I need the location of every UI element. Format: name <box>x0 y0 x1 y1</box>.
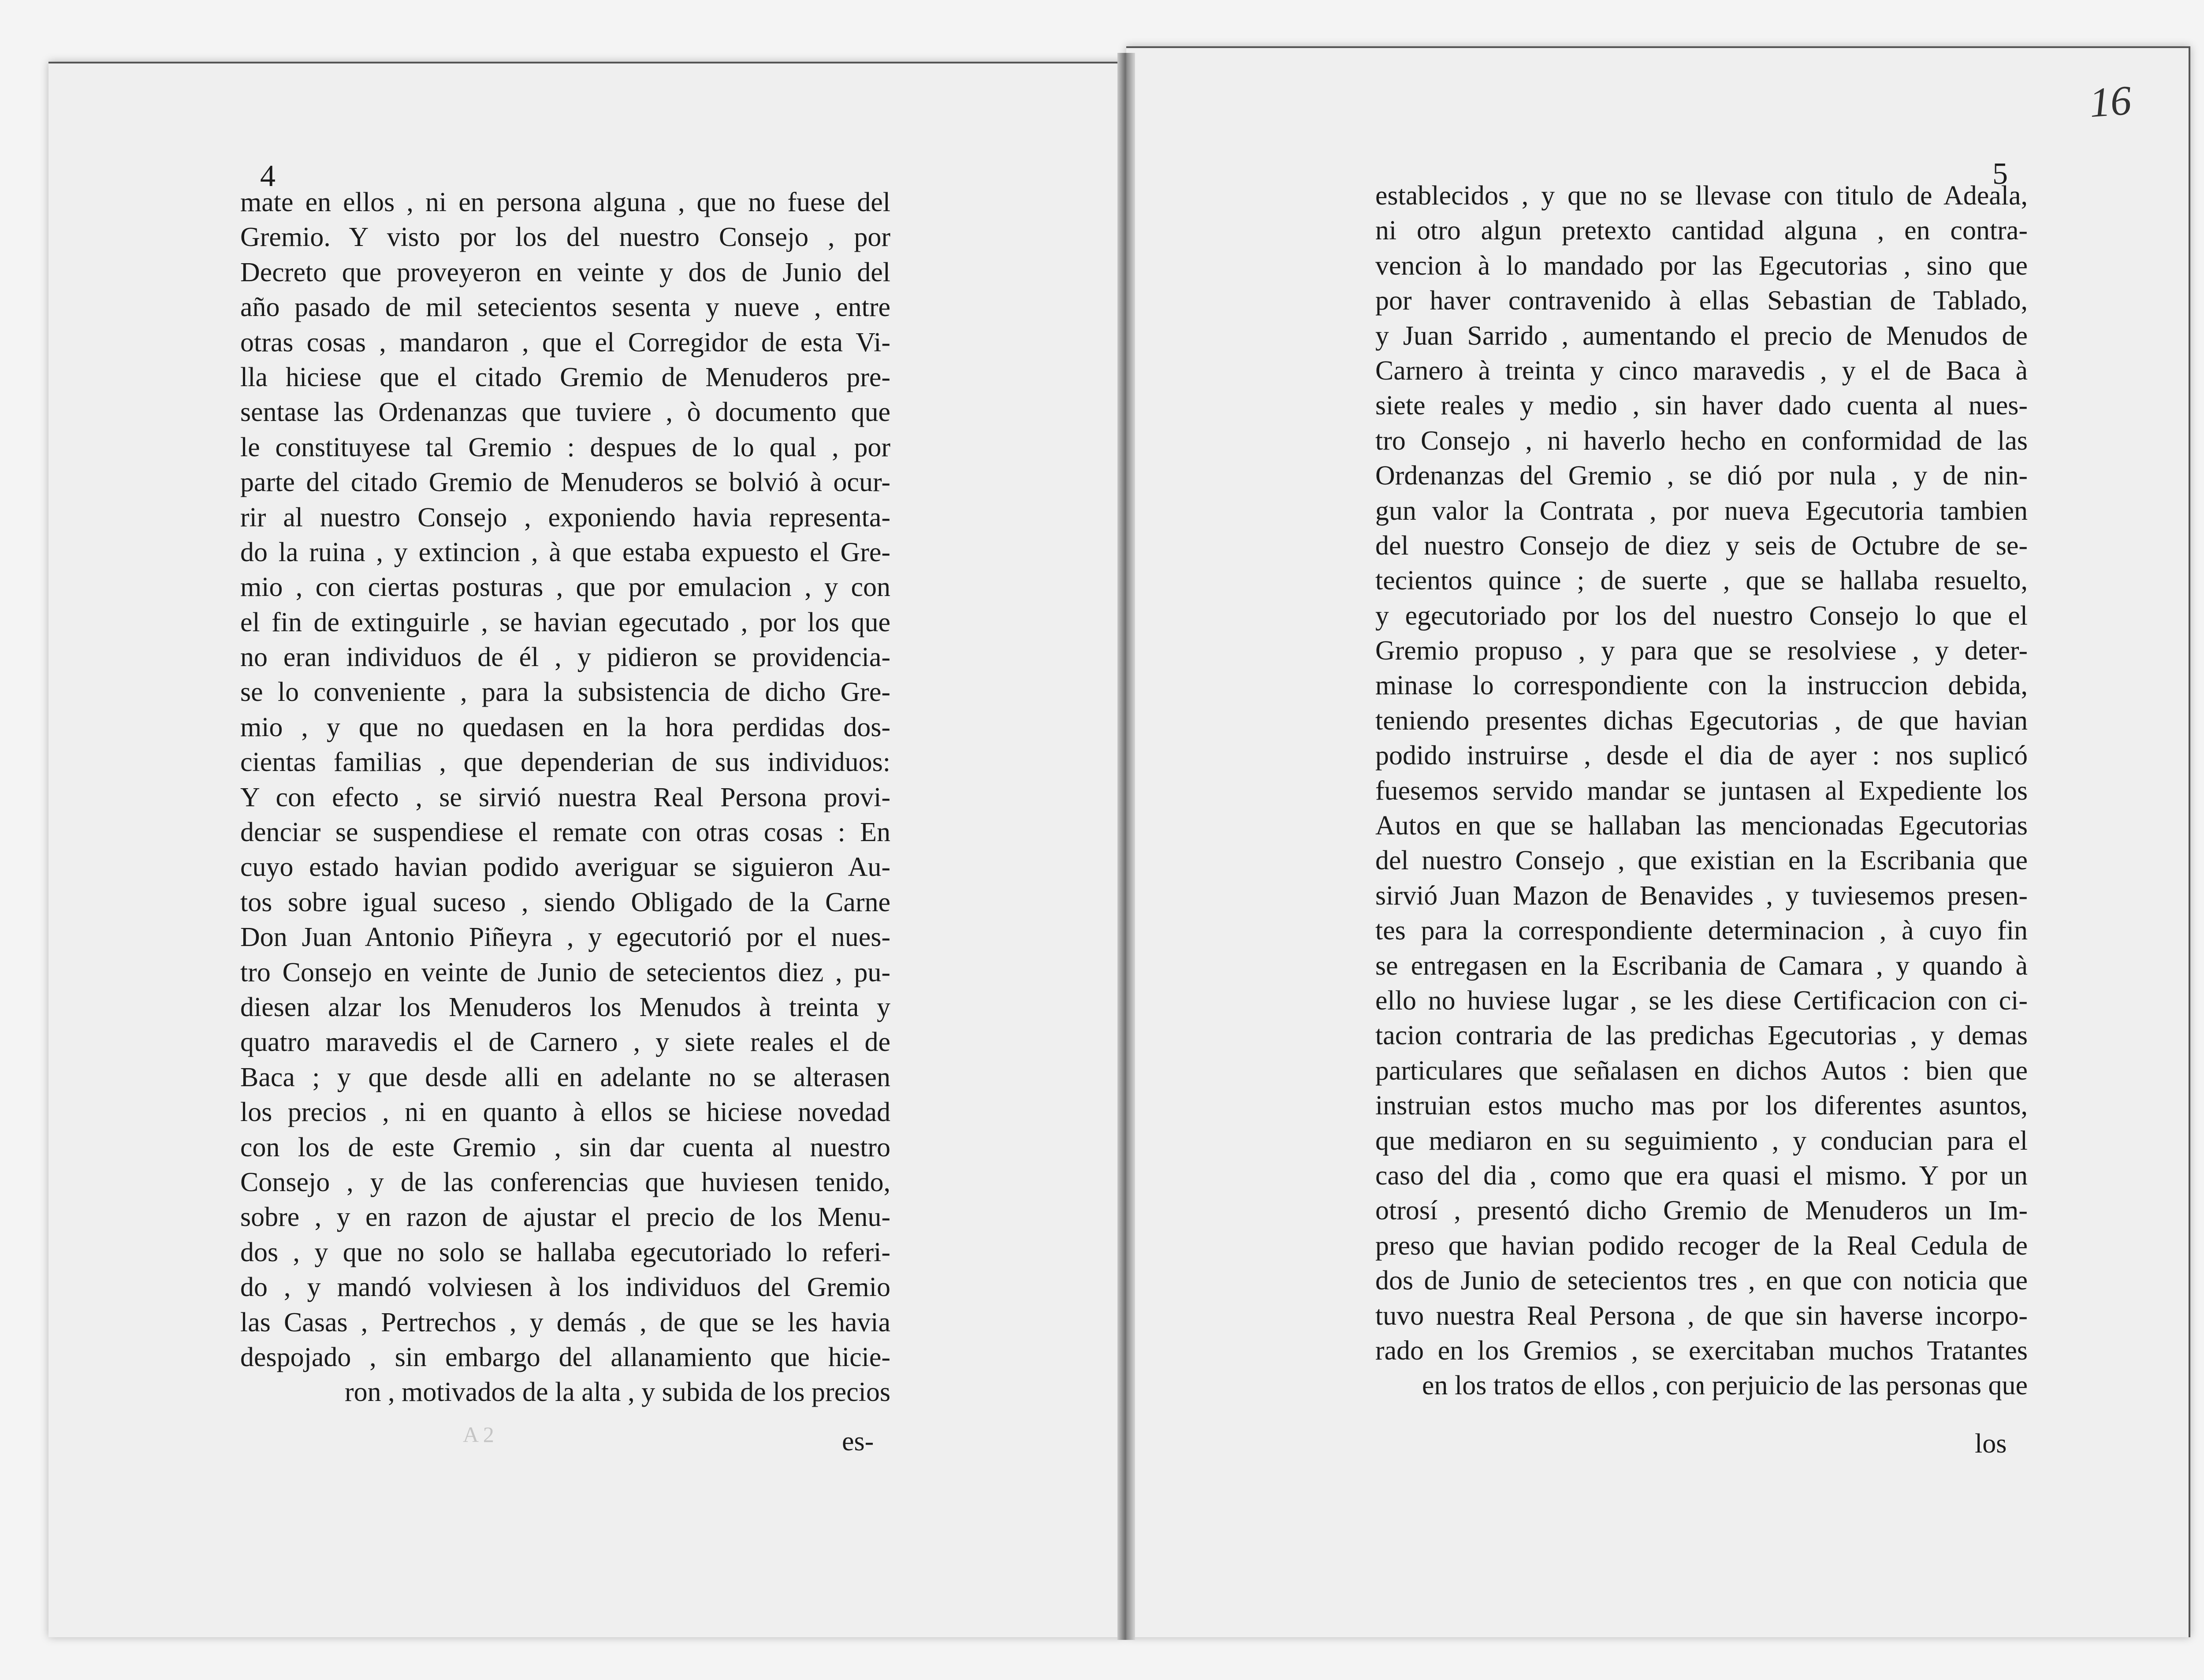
text-line: y egecutoriado por los del nuestro Consejo lo que el <box>1375 600 2028 631</box>
text-line: se entregasen en la Escribania de Camara , y quando à <box>1375 950 2028 981</box>
text-line: particulares que señalasen en dichos Autos : bien que <box>1375 1055 2028 1086</box>
text-line: mate en ellos , ni en persona alguna , que no fuese del <box>240 187 890 217</box>
text-line: sobre , y en razon de ajustar el precio de los Menu- <box>240 1202 890 1233</box>
text-line: año pasado de mil setecientos sesenta y nueve , entre <box>240 292 890 323</box>
text-line: y Juan Sarrido , aumentando el precio de Menudos de <box>1375 320 2028 351</box>
text-line: no eran individuos de él , y pidieron se providencia- <box>240 642 890 673</box>
text-line: despojado , sin embargo del allanamiento que hicie- <box>240 1342 890 1372</box>
text-line: do , y mandó volviesen à los individuos del Gremio <box>240 1272 890 1303</box>
text-line: parte del citado Gremio de Menuderos se bolvió à ocur- <box>240 467 890 498</box>
text-line: sentase las Ordenanzas que tuviere , ò documento que <box>240 397 890 428</box>
text-line: denciar se suspendiese el remate con otras cosas : En <box>240 817 890 848</box>
text-line: las Casas , Pertrechos , y demás , de que se les havia <box>240 1307 890 1337</box>
text-line: dos de Junio de setecientos tres , en que con noticia que <box>1375 1266 2028 1296</box>
text-line: el fin de extinguirle , se havian egecutado , por los que <box>240 607 890 637</box>
text-line: rir al nuestro Consejo , exponiendo havia representa- <box>240 502 890 533</box>
right-catchword: los <box>1975 1429 2007 1459</box>
right-page-body-text <box>1375 179 2028 1404</box>
text-line: dos , y que no solo se hallaba egecutoriado lo referi- <box>240 1237 890 1267</box>
text-line: del nuestro Consejo de diez y seis de Octubre de se- <box>1375 530 2028 561</box>
text-line: rado en los Gremios , se exercitaban muchos Tratantes <box>1375 1335 2028 1366</box>
text-line: preso que havian podido recoger de la Real Cedula de <box>1375 1230 2028 1261</box>
text-line: vencion à lo mandado por las Egecutorias , sino que <box>1375 250 2028 281</box>
text-line: Consejo , y de las conferencias que huviesen tenido, <box>240 1167 890 1197</box>
text-line: tos sobre igual suceso , siendo Obligado de la Carne <box>240 887 890 917</box>
text-line: minase lo correspondiente con la instruccion debida, <box>1375 671 2028 701</box>
text-line: caso del dia , como que era quasi el mismo. Y por un <box>1375 1160 2028 1191</box>
text-line: Baca ; y que desde alli en adelante no se alterasen <box>240 1062 890 1092</box>
text-line: tro Consejo en veinte de Junio de setecientos diez , pu- <box>240 957 890 987</box>
text-line: por haver contravenido à ellas Sebastian de Tablado, <box>1375 286 2028 316</box>
text-line: que mediaron en su seguimiento , y conducian para el <box>1375 1125 2028 1156</box>
text-line: tro Consejo , ni haverlo hecho en conformidad de las <box>1375 425 2028 456</box>
text-line: podido instruirse , desde el dia de ayer : nos suplicó <box>1375 741 2028 771</box>
text-line: del nuestro Consejo , que existian en la Escribania que <box>1375 846 2028 876</box>
text-line: lla hiciese que el citado Gremio de Menuderos pre- <box>240 362 890 392</box>
text-line: otrosí , presentó dicho Gremio de Menuderos un Im- <box>1375 1196 2028 1226</box>
text-line: ron , motivados de la alta , y subida de los precios <box>344 1377 890 1408</box>
text-line: Ordenanzas del Gremio , se dió por nula , y de nin- <box>1375 461 2028 491</box>
handwritten-folio-number: 16 <box>2088 76 2133 127</box>
text-line: siete reales y medio , sin haver dado cuenta al nues- <box>1375 391 2028 421</box>
text-line: Autos en que se hallaban las mencionadas Egecutorias <box>1375 811 2028 841</box>
text-line: tecientos quince ; de suerte , que se hallaba resuelto, <box>1375 566 2028 596</box>
text-line: mio , con ciertas posturas , que por emulacion , y con <box>240 572 890 603</box>
text-line: establecidos , y que no se llevase con titulo de Adeala, <box>1375 181 2028 211</box>
text-line: los precios , ni en quanto à ellos se hiciese novedad <box>240 1097 890 1128</box>
text-line: Don Juan Antonio Piñeyra , y egecutorió por el nues- <box>240 922 890 953</box>
text-line: Decreto que proveyeron en veinte y dos de Junio del <box>240 257 890 287</box>
text-line: Y con efecto , se sirvió nuestra Real Persona provi- <box>240 782 890 812</box>
text-line: diesen alzar los Menuderos los Menudos à treinta y <box>240 992 890 1022</box>
text-line: Carnero à treinta y cinco maravedis , y el de Baca à <box>1375 355 2028 386</box>
text-line: do la ruina , y extincion , à que estaba expuesto el Gre- <box>240 537 890 567</box>
text-line: ello no huviese lugar , se les diese Certificacion con ci- <box>1375 985 2028 1016</box>
left-catchword: es- <box>842 1427 874 1456</box>
text-line: sirvió Juan Mazon de Benavides , y tuviesemos presen- <box>1375 880 2028 911</box>
text-line: Gremio propuso , y para que se resolviese , y deter- <box>1375 636 2028 666</box>
text-line: tes para la correspondiente determinacion , à cuyo fin <box>1375 916 2028 946</box>
text-line: teniendo presentes dichas Egecutorias , de que havian <box>1375 705 2028 736</box>
text-line: ni otro algun pretexto cantidad alguna , en contra- <box>1375 216 2028 246</box>
text-line: le constituyese tal Gremio : despues de lo qual , por <box>240 432 890 462</box>
text-line: cientas familias , que dependerian de sus individuos: <box>240 747 890 778</box>
text-line: se lo conveniente , para la subsistencia de dicho Gre- <box>240 677 890 708</box>
text-line: gun valor la Contrata , por nueva Egecutoria tambien <box>1375 495 2028 526</box>
text-line: Gremio. Y visto por los del nuestro Consejo , por <box>240 222 890 253</box>
text-line: cuyo estado havian podido averiguar se siguieron Au- <box>240 852 890 883</box>
left-page-number: 4 <box>260 159 276 193</box>
bleed-through-signature: A 2 <box>463 1422 494 1447</box>
text-line: fuesemos servido mandar se juntasen al Expediente los <box>1375 775 2028 806</box>
text-line: tuvo nuestra Real Persona , de que sin haverse incorpo- <box>1375 1300 2028 1331</box>
right-page-number: 5 <box>1992 157 2008 191</box>
book-gutter <box>1117 53 1135 1640</box>
text-line: mio , y que no quedasen en la hora perdidas dos- <box>240 712 890 742</box>
text-line: otras cosas , mandaron , que el Corregidor de esta Vi- <box>240 327 890 358</box>
text-line: instruian estos mucho mas por los diferentes asuntos, <box>1375 1091 2028 1121</box>
text-line: con los de este Gremio , sin dar cuenta al nuestro <box>240 1132 890 1162</box>
text-line: tacion contraria de las predichas Egecutorias , y demas <box>1375 1021 2028 1051</box>
text-line: en los tratos de ellos , con perjuicio de las personas que <box>1422 1371 2028 1401</box>
text-line: quatro maravedis el de Carnero , y siete reales el de <box>240 1027 890 1058</box>
left-page-body-text <box>240 185 890 1410</box>
